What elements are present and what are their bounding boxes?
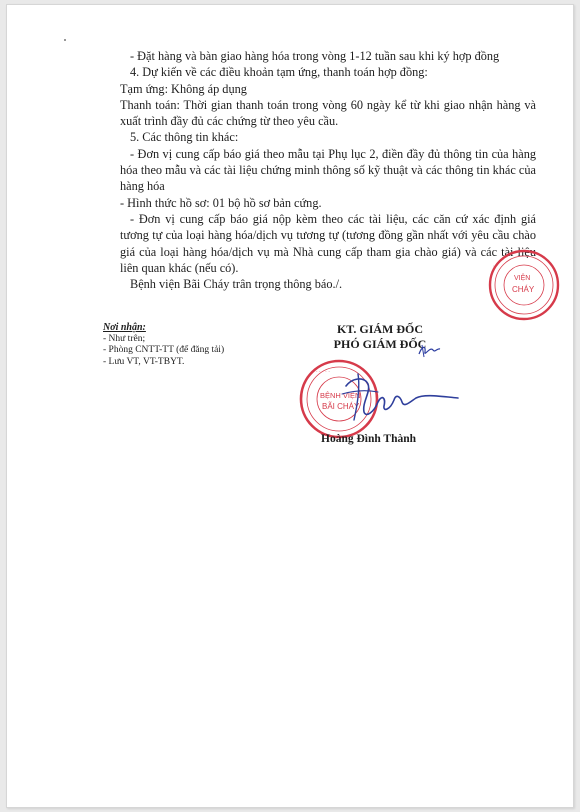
- paragraph-payment: Thanh toán: Thời gian thanh toán trong vòng 60 ngày kể từ khi giao nhận hàng và xuất trình đầy đủ các chứng từ theo yêu cầu.: [120, 97, 536, 129]
- stamp-text: BỆNH VIỆN: [320, 391, 361, 400]
- document-body: [120, 48, 536, 292]
- signatory-name: Hoàng Đình Thành: [321, 433, 417, 445]
- signature-scribble: [338, 372, 462, 428]
- initial-mark: [416, 342, 442, 360]
- paragraph-closing: Bệnh viện Bãi Cháy trân trọng thông báo./.: [130, 277, 343, 292]
- side-stamp: [486, 244, 556, 326]
- paragraph-quote-form: - Đơn vị cung cấp báo giá theo mẫu tại Phụ lục 2, điền đầy đủ thông tin của hàng hóa theo mẫu và các tài liệu chứng minh thông số kỹ thuật và các thông tin khác của hàng hóa: [120, 146, 536, 194]
- side-stamp-text: VIỆN: [514, 275, 531, 282]
- paragraph-dossier-form: - Hình thức hồ sơ: 01 bộ hồ sơ bản cứng.: [120, 195, 322, 210]
- stamp-text: BÃI CHÁY: [322, 402, 360, 411]
- signature-title-2: PHÓ GIÁM ĐỐC: [333, 337, 427, 351]
- recipients-title: Nơi nhận:: [103, 322, 146, 333]
- recipient-item: - Như trên;: [103, 333, 146, 344]
- side-stamp-text: CHÁY: [512, 285, 535, 294]
- paragraph-other-info-heading: 5. Các thông tin khác:: [130, 130, 239, 145]
- recipients-block: [103, 322, 224, 368]
- paragraph-advance: Tạm ứng: Không áp dụng: [120, 81, 247, 96]
- scan-speck: [64, 39, 66, 41]
- signature-title-1: KT. GIÁM ĐỐC: [336, 322, 424, 336]
- svg-text:· · · · ·: · · · · ·: [316, 369, 330, 375]
- paragraph-payment-terms-heading: 4. Dự kiến về các điều khoản tạm ứng, thanh toán hợp đồng:: [130, 65, 428, 80]
- paragraph-delivery: - Đặt hàng và bàn giao hàng hóa trong vòng 1-12 tuần sau khi ký hợp đồng: [130, 49, 500, 63]
- recipient-item: - Phòng CNTT-TT (để đăng tải): [103, 345, 225, 355]
- recipient-item: - Lưu VT, VT-TBYT.: [103, 356, 185, 367]
- svg-text:· · · · ·: · · · · ·: [491, 256, 507, 270]
- paragraph-attachments: - Đơn vị cung cấp báo giá nộp kèm theo các tài liệu, các căn cứ xác định giá tương tự của loại hàng hóa/dịch vụ tương tự (tương đồng gần nhất với yêu cầu chào giá của loại hàng hóa/dịch vụ mà Nhà cung cấp tham gia chào giá) và các tài liệu liên quan khác (nếu có).: [120, 211, 536, 275]
